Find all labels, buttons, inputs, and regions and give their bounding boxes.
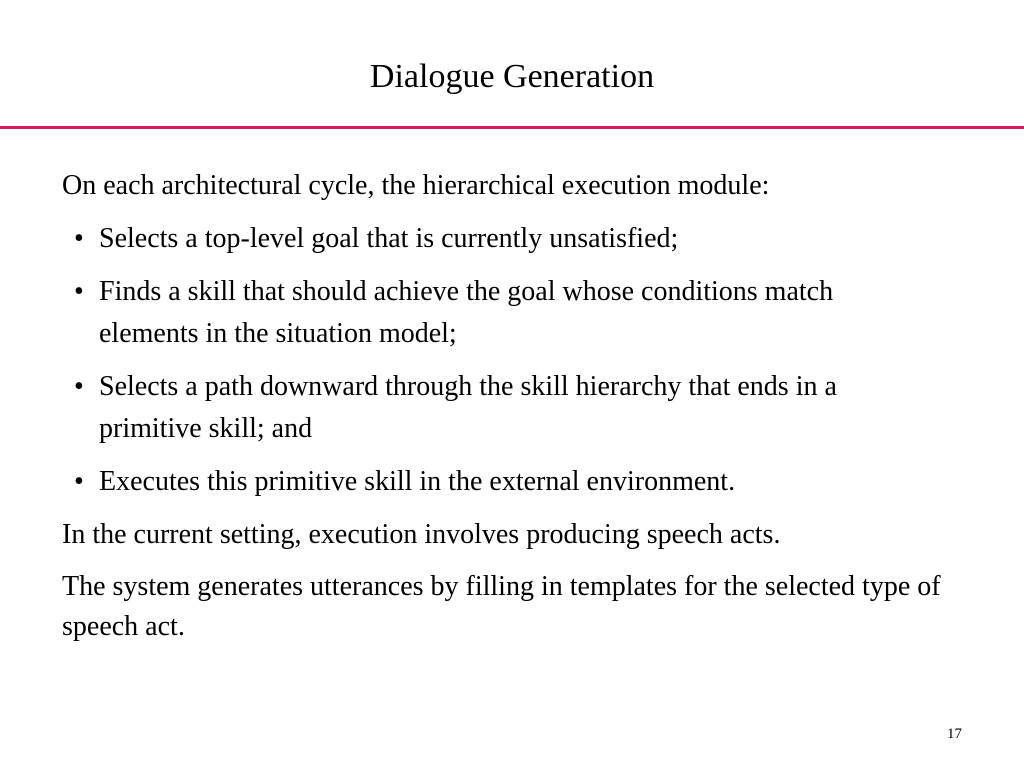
bullet-list (62, 218, 982, 503)
bullet-item (62, 461, 919, 503)
slide-title: Dialogue Generation (369, 58, 655, 95)
intro-text: On each architectural cycle, the hierarchical execution module: (62, 170, 770, 201)
page-number: 17 (947, 726, 962, 742)
bullet-item (62, 271, 919, 355)
bullet-icon: • (74, 371, 84, 402)
title-divider (0, 126, 1024, 129)
bullet-icon: • (74, 223, 84, 254)
bullet-item (62, 218, 919, 260)
paragraph-execution: In the current setting, execution involves producing speech acts. (62, 519, 781, 550)
slide-body (62, 166, 982, 647)
bullet-text: Executes this primitive skill in the external environment. (99, 466, 736, 497)
bullet-text: Finds a skill that should achieve the goal whose conditions match elements in the situation model; (99, 276, 834, 349)
bullet-text: Selects a top-level goal that is currently unsatisfied; (99, 223, 679, 254)
bullet-text: Selects a path downward through the skill hierarchy that ends in a primitive skill; and (99, 371, 837, 444)
paragraph-utterances: The system generates utterances by filling in templates for the selected type of speech act. (62, 571, 941, 642)
bullet-icon: • (74, 276, 84, 307)
bullet-icon: • (74, 466, 84, 497)
bullet-item (62, 366, 919, 450)
